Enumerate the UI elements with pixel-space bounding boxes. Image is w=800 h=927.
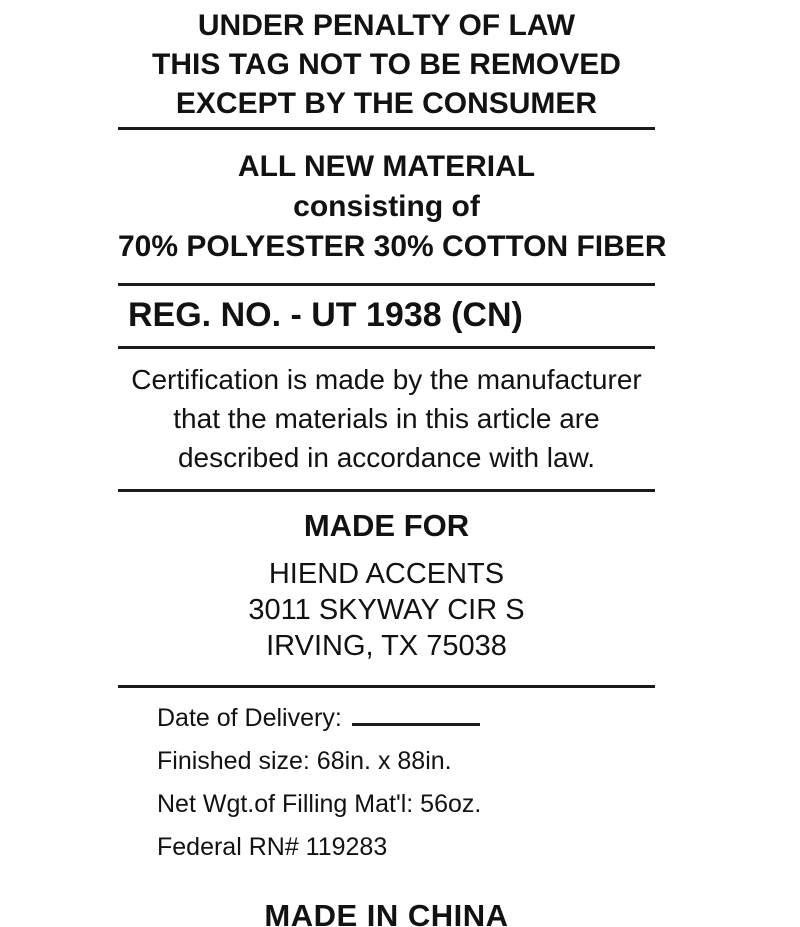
date-of-delivery-label: Date of Delivery:: [157, 704, 342, 732]
made-for-title: MADE FOR: [303, 508, 470, 543]
country-of-origin: MADE IN CHINA: [264, 898, 509, 927]
certification-section: [118, 349, 655, 489]
penalty-warning-line-1: UNDER PENALTY OF LAW: [197, 9, 576, 42]
company-address-street: 3011 SKYWAY CIR S: [248, 594, 525, 626]
company-address-city: IRVING, TX 75038: [266, 630, 507, 662]
penalty-warning-line-2: THIS TAG NOT TO BE REMOVED: [152, 48, 621, 81]
material-line-3: 70% POLYESTER 30% COTTON FIBER: [118, 230, 667, 263]
registration-number: REG. NO. - UT 1938 (CN): [128, 296, 523, 334]
penalty-warning-section: [118, 0, 655, 127]
registration-number-section: [118, 286, 655, 346]
product-details-section: [118, 688, 655, 862]
made-for-section: [118, 492, 655, 685]
material-line-2: consisting of: [293, 190, 480, 223]
material-section: [118, 130, 667, 283]
net-weight-row: Net Wgt.of Filling Mat'l: 56oz.: [157, 790, 482, 818]
date-of-delivery-blank: [352, 703, 480, 726]
federal-rn-row: Federal RN# 119283: [157, 833, 388, 861]
material-line-1: ALL NEW MATERIAL: [237, 150, 536, 183]
certification-line-2: that the materials in this article are: [173, 403, 600, 434]
penalty-warning-line-3: EXCEPT BY THE CONSUMER: [175, 87, 598, 120]
finished-size-row: Finished size: 68in. x 88in.: [157, 747, 452, 775]
date-of-delivery-row: [157, 703, 655, 733]
label-body: [118, 0, 667, 927]
certification-line-3: described in accordance with law.: [177, 442, 596, 473]
country-of-origin-section: [118, 875, 655, 927]
company-name: HIEND ACCENTS: [268, 558, 505, 590]
certification-line-1: Certification is made by the manufacturer: [131, 364, 642, 395]
